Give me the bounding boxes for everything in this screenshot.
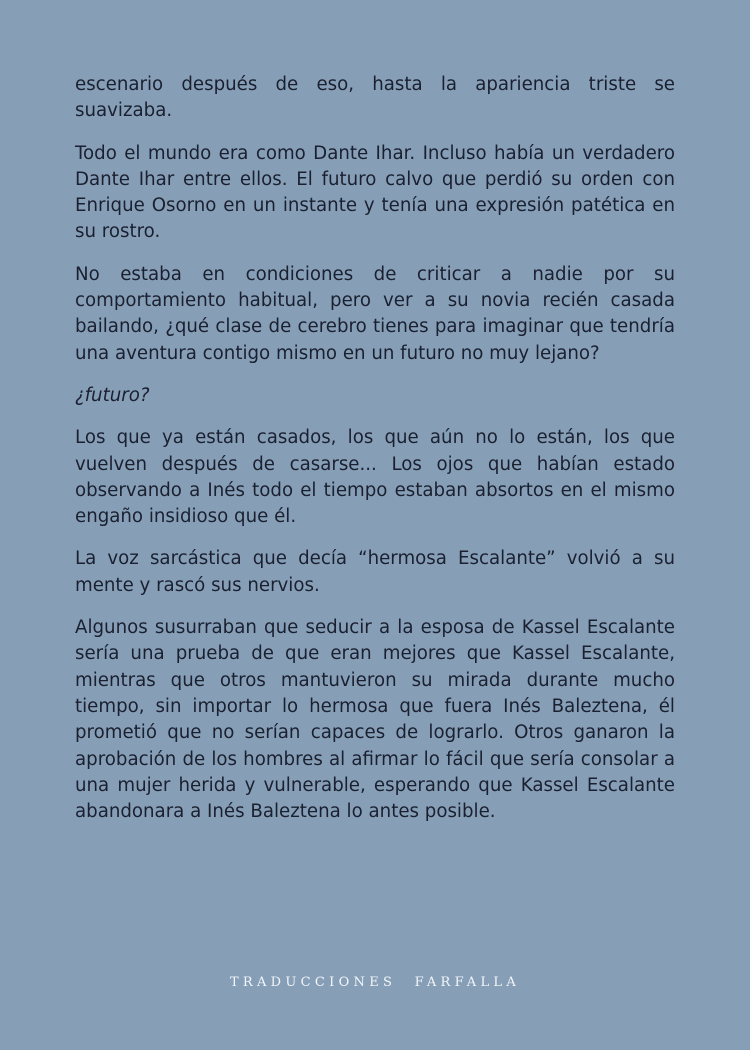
paragraph-5: Los que ya están casados, los que aún no lo están, los que vuelven después de casarse... Los ojos que habían estado observando a Inés todo el tiempo estaban absortos en el mismo engaño insidioso que él.	[75, 427, 675, 528]
paragraph-2: Todo el mundo era como Dante Ihar. Incluso había un verdadero Dante Ihar entre ellos. El futuro calvo que perdió su orden con Enrique Osorno en un instante y tenía una expresión patética en su rostro.	[75, 142, 675, 243]
page-body	[75, 72, 675, 841]
footer-credit: TRADUCCIONES FARFALLA	[229, 975, 521, 990]
paragraph-6: La voz sarcástica que decía “hermosa Escalante” volvió a su mente y rascó sus nervios.	[75, 548, 675, 596]
paragraph-7: Algunos susurraban que seducir a la esposa de Kassel Escalante sería una prueba de que eran mejores que Kassel Escalante, mientras que otros mantuvieron su mirada durante mucho tiempo, sin importar lo hermosa que fuera Inés Baleztena, él prometió que no serían capaces de lograrlo. Otros ganaron la aprobación de los hombres al afirmar lo fácil que sería consolar a una mujer herida y vulnerable, esperando que Kassel Escalante abandonara a Inés Baleztena lo antes posible.	[75, 617, 675, 823]
paragraph-4-italic: ¿futuro?	[75, 384, 150, 406]
paragraph-3: No estaba en condiciones de criticar a nadie por su comportamiento habitual, pero ver a su novia recién casada bailando, ¿qué clase de cerebro tienes para imaginar que tendría una aventura contigo mismo en un futuro no muy lejano?	[75, 263, 675, 364]
paragraph-1: escenario después de eso, hasta la apariencia triste se suavizaba.	[75, 74, 675, 122]
